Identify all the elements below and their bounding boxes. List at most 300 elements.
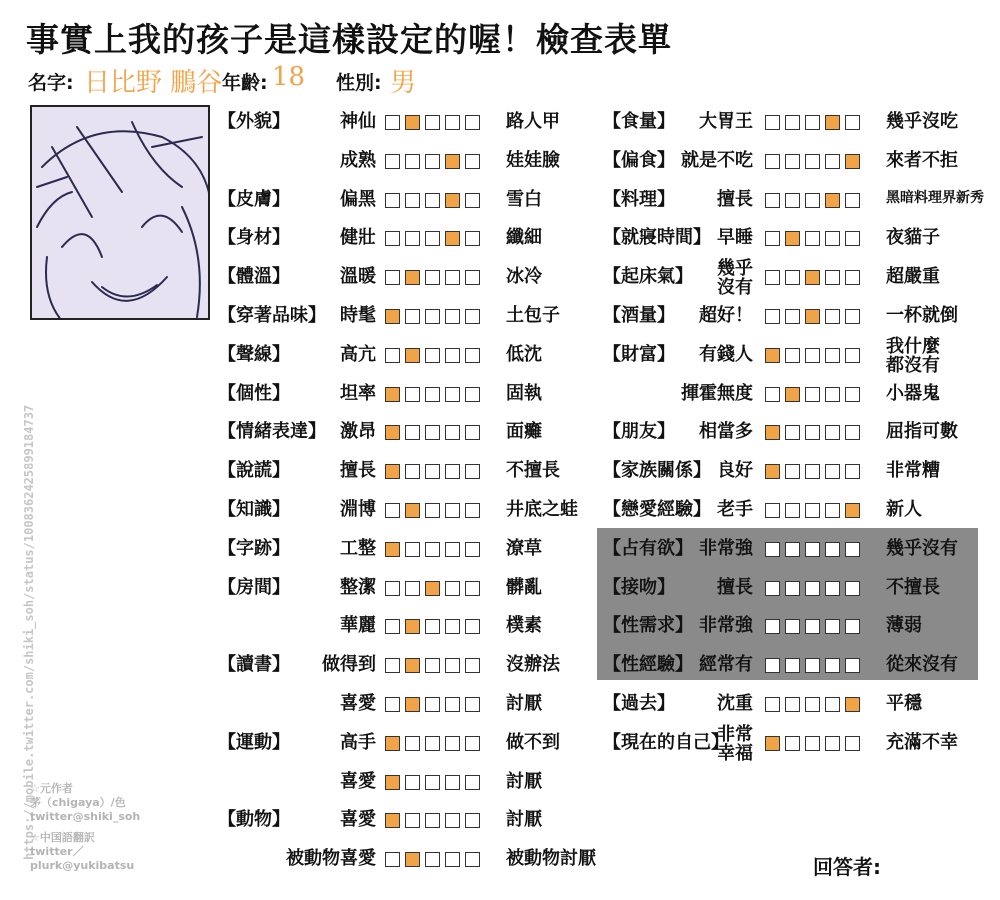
rating-scale [385,425,480,440]
rating-scale [385,775,480,790]
row-left-label: 淵博 [340,499,376,520]
checkbox-checked[interactable] [405,503,420,518]
rating-scale [765,736,860,751]
checkbox[interactable] [845,309,860,324]
checkbox[interactable] [785,464,800,479]
row-category: 【現在的自己】 [603,731,729,753]
row-right-label: 不擅長 [506,460,560,482]
checkbox[interactable] [765,309,780,324]
rating-scale [385,270,480,285]
row-category: 【皮膚】 [218,188,290,210]
checkbox[interactable] [785,619,800,634]
checkbox[interactable] [385,619,400,634]
checkbox[interactable] [805,542,820,557]
rating-scale [765,231,860,246]
row-right-label: 低沈 [506,343,542,365]
checkbox-checked[interactable] [845,697,860,712]
rating-scale [765,193,860,208]
row-right-label: 小器鬼 [886,382,940,404]
checkbox-checked[interactable] [385,736,400,751]
checkbox[interactable] [765,270,780,285]
row-category: 【動物】 [218,809,290,831]
checkbox[interactable] [385,581,400,596]
checkbox[interactable] [425,619,440,634]
checkbox[interactable] [785,542,800,557]
checkbox[interactable] [785,309,800,324]
checkbox-checked[interactable] [405,852,420,867]
checkbox[interactable] [445,775,460,790]
row-right-label: 夜貓子 [886,227,940,249]
checkbox-checked[interactable] [385,309,400,324]
checkbox[interactable] [845,619,860,634]
checkbox[interactable] [405,581,420,596]
checkbox[interactable] [385,852,400,867]
checkbox-checked[interactable] [405,658,420,673]
row-right-label: 一杯就倒 [886,305,958,326]
checkbox[interactable] [845,736,860,751]
checkbox[interactable] [425,270,440,285]
row-category: 【知識】 [218,499,290,520]
rating-scale [765,387,860,402]
checkbox[interactable] [765,697,780,712]
rating-scale [385,581,480,596]
checkbox[interactable] [445,658,460,673]
row-left-label: 沈重 [717,693,753,714]
checkbox[interactable] [465,309,480,324]
rating-scale [765,270,860,285]
row-category: 【房間】 [218,576,290,598]
checkbox[interactable] [445,270,460,285]
row-left-label: 激昂 [340,421,376,443]
checkbox[interactable] [805,231,820,246]
row-category: 【身材】 [218,227,290,249]
checkbox[interactable] [825,736,840,751]
row-right-label: 黑暗料理界新秀 [886,189,984,206]
page-title: 事實上我的孩子是這樣設定的喔！檢查表單 [26,20,672,59]
row-left-label: 喜愛 [340,809,376,831]
row-right-label: 潦草 [506,537,542,559]
checkbox[interactable] [405,775,420,790]
checkbox-checked[interactable] [385,387,400,402]
name-value: 日比野 鵬谷 [84,68,223,98]
checkbox[interactable] [825,542,840,557]
checkbox[interactable] [405,736,420,751]
row-right-label: 來者不拒 [886,149,958,171]
checkbox[interactable] [385,193,400,208]
checkbox[interactable] [425,542,440,557]
checkbox[interactable] [465,154,480,169]
checkbox[interactable] [825,231,840,246]
checkbox[interactable] [465,387,480,402]
row-left-label: 有錢人 [699,343,753,365]
row-left-label: 高亢 [340,343,376,365]
row-category: 【偏食】 [603,149,675,171]
checkbox[interactable] [425,154,440,169]
checkbox[interactable] [765,542,780,557]
checkbox[interactable] [465,115,480,130]
checkbox[interactable] [765,115,780,130]
row-category: 【酒量】 [603,305,675,326]
checkbox[interactable] [785,736,800,751]
checkbox[interactable] [445,387,460,402]
checkbox[interactable] [845,581,860,596]
checkbox[interactable] [785,581,800,596]
checkbox[interactable] [425,697,440,712]
credit-translator-plurk: plurk@yukibatsu [30,859,135,872]
rating-scale [385,697,480,712]
row-left-label: 超好！ [699,305,753,326]
checkbox-checked[interactable] [445,154,460,169]
rating-scale [765,154,860,169]
checkbox[interactable] [405,309,420,324]
checkbox[interactable] [825,425,840,440]
checkbox[interactable] [405,387,420,402]
checkbox[interactable] [445,581,460,596]
row-category: 【家族關係】 [603,460,711,482]
checkbox[interactable] [425,852,440,867]
checkbox[interactable] [805,348,820,363]
checkbox[interactable] [465,581,480,596]
checkbox[interactable] [425,309,440,324]
checkbox-checked[interactable] [445,193,460,208]
checkbox[interactable] [825,503,840,518]
row-right-label: 討厭 [506,693,542,714]
checkbox[interactable] [785,503,800,518]
checkbox[interactable] [785,154,800,169]
checkbox-checked[interactable] [765,464,780,479]
checkbox[interactable] [825,697,840,712]
row-category: 【情緒表達】 [218,421,326,443]
row-right-label: 討厭 [506,809,542,831]
checkbox[interactable] [845,425,860,440]
checkbox[interactable] [385,697,400,712]
row-category: 【穿著品味】 [218,305,326,326]
checkbox[interactable] [405,231,420,246]
rating-scale [385,658,480,673]
checkbox[interactable] [805,154,820,169]
credit-author-label: ☆元作者 [30,782,73,795]
checkbox[interactable] [845,270,860,285]
checkbox[interactable] [825,309,840,324]
checkbox-checked[interactable] [765,425,780,440]
checkbox[interactable] [845,464,860,479]
row-category: 【性需求】 [603,615,693,637]
checkbox-checked[interactable] [425,581,440,596]
checkbox[interactable] [465,813,480,828]
rating-scale [385,387,480,402]
checkbox[interactable] [385,658,400,673]
row-left-label: 高手 [340,731,376,753]
row-category: 【說謊】 [218,460,290,482]
checkbox[interactable] [465,270,480,285]
checkbox[interactable] [465,542,480,557]
checkbox-checked[interactable] [405,270,420,285]
checkbox[interactable] [385,348,400,363]
row-right-label: 屈指可數 [886,421,958,443]
gender-value: 男 [390,68,417,98]
row-left-label: 整潔 [340,576,376,598]
checkbox[interactable] [425,736,440,751]
rating-scale [385,503,480,518]
age-value: 18 [272,62,306,92]
rating-scale [385,115,480,130]
checkbox-checked[interactable] [765,736,780,751]
checkbox[interactable] [825,270,840,285]
checkbox[interactable] [405,464,420,479]
checkbox[interactable] [405,193,420,208]
row-left-label: 偏黑 [340,188,376,210]
row-left-label: 擅長 [717,576,753,598]
row-category: 【外貌】 [218,111,290,132]
checkbox[interactable] [465,852,480,867]
checkbox[interactable] [445,115,460,130]
checkbox[interactable] [445,464,460,479]
checkbox-checked[interactable] [385,542,400,557]
checkbox[interactable] [785,658,800,673]
checkbox[interactable] [465,775,480,790]
gender-label: 性別: [336,72,382,94]
checkbox[interactable] [425,425,440,440]
checkbox-checked[interactable] [845,503,860,518]
row-right-label: 纖細 [506,227,542,249]
character-portrait [30,105,210,320]
rating-scale [765,503,860,518]
row-category: 【體溫】 [218,266,290,288]
row-right-label: 不擅長 [886,576,940,598]
checkbox-checked[interactable] [765,348,780,363]
checkbox[interactable] [465,619,480,634]
checkbox[interactable] [845,542,860,557]
checkbox[interactable] [425,464,440,479]
checkbox[interactable] [385,154,400,169]
checkbox[interactable] [465,464,480,479]
checkbox[interactable] [805,115,820,130]
row-right-label: 冰冷 [506,266,542,288]
row-right-label: 討厭 [506,770,542,792]
checkbox-checked[interactable] [385,425,400,440]
checkbox[interactable] [445,425,460,440]
credit-translator-twitter: twitter／ [30,845,84,858]
name-label: 名字: [28,72,74,94]
checkbox[interactable] [805,581,820,596]
checkbox[interactable] [425,813,440,828]
checkbox[interactable] [465,193,480,208]
checkbox[interactable] [445,813,460,828]
checkbox-checked[interactable] [805,309,820,324]
checkbox[interactable] [845,115,860,130]
checkbox[interactable] [425,348,440,363]
checkbox-checked[interactable] [825,115,840,130]
rating-scale [765,348,860,363]
checkbox[interactable] [825,348,840,363]
checkbox[interactable] [765,581,780,596]
checkbox[interactable] [425,658,440,673]
checkbox[interactable] [805,736,820,751]
row-left-label: 相當多 [699,421,753,443]
row-left-label: 揮霍無度 [681,382,753,404]
checkbox[interactable] [805,503,820,518]
rating-scale [385,309,480,324]
checkbox[interactable] [405,154,420,169]
checkbox[interactable] [825,619,840,634]
checkbox-checked[interactable] [385,464,400,479]
row-right-label: 幾乎沒吃 [886,111,958,132]
row-left-label: 工整 [340,537,376,559]
checkbox[interactable] [425,231,440,246]
credit-author-name: 茅（chigaya）/色 [30,796,126,809]
checkbox[interactable] [445,736,460,751]
row-left-label: 被動物喜愛 [286,848,376,870]
checkbox[interactable] [805,387,820,402]
checkbox-checked[interactable] [405,115,420,130]
checkbox[interactable] [465,231,480,246]
checkbox[interactable] [445,697,460,712]
row-right-label: 非常糟 [886,460,940,482]
checkbox[interactable] [385,231,400,246]
checkbox[interactable] [445,309,460,324]
rating-scale [765,309,860,324]
checkbox[interactable] [425,503,440,518]
checkbox[interactable] [845,231,860,246]
checkbox[interactable] [765,231,780,246]
checkbox-checked[interactable] [385,813,400,828]
checkbox[interactable] [765,658,780,673]
checkbox[interactable] [405,813,420,828]
checkbox[interactable] [465,348,480,363]
checkbox[interactable] [465,697,480,712]
rating-scale [385,193,480,208]
row-right-label: 薄弱 [886,615,922,637]
checkbox[interactable] [805,464,820,479]
checkbox[interactable] [425,115,440,130]
checkbox[interactable] [425,387,440,402]
checkbox[interactable] [445,542,460,557]
checkbox-checked[interactable] [845,154,860,169]
checkbox[interactable] [765,503,780,518]
row-left-label: 老手 [717,499,753,520]
row-right-label: 做不到 [506,731,560,753]
checkbox[interactable] [785,193,800,208]
checkbox[interactable] [785,270,800,285]
row-right-label: 被動物討厭 [506,848,596,870]
row-left-label: 溫暖 [340,266,376,288]
checkbox[interactable] [825,154,840,169]
checkbox[interactable] [765,193,780,208]
row-right-label: 超嚴重 [886,266,940,288]
row-left-label: 良好 [717,460,753,482]
checkbox-checked[interactable] [405,697,420,712]
checkbox[interactable] [845,348,860,363]
checkbox[interactable] [785,115,800,130]
row-category: 【接吻】 [603,576,675,598]
checkbox[interactable] [385,270,400,285]
row-category: 【料理】 [603,188,675,210]
checkbox-checked[interactable] [405,619,420,634]
checkbox[interactable] [405,425,420,440]
checkbox[interactable] [445,503,460,518]
checkbox[interactable] [805,619,820,634]
row-category: 【食量】 [603,111,675,132]
row-right-label: 髒亂 [506,576,542,598]
checkbox[interactable] [765,619,780,634]
checkbox[interactable] [385,503,400,518]
rating-scale [765,581,860,596]
checkbox[interactable] [785,425,800,440]
row-left-label: 健壯 [340,227,376,249]
checkbox[interactable] [445,348,460,363]
row-category: 【性經驗】 [603,654,693,676]
row-left-label: 擅長 [717,188,753,210]
checkbox[interactable] [785,348,800,363]
rating-scale [385,231,480,246]
row-right-label: 沒辦法 [506,654,560,676]
rating-scale [385,852,480,867]
rating-scale [385,813,480,828]
rating-scale [385,154,480,169]
checkbox[interactable] [445,619,460,634]
checkbox[interactable] [465,658,480,673]
rating-scale [385,542,480,557]
row-left-label: 神仙 [340,111,376,132]
checkbox[interactable] [765,387,780,402]
checkbox[interactable] [825,464,840,479]
checkbox[interactable] [825,658,840,673]
checkbox[interactable] [465,425,480,440]
rating-scale [765,542,860,557]
row-left-label: 大胃王 [699,111,753,132]
row-left-label: 時髦 [340,305,376,326]
checkbox[interactable] [465,736,480,751]
checkbox[interactable] [765,154,780,169]
checkbox[interactable] [425,775,440,790]
checkbox-checked[interactable] [785,387,800,402]
checkbox[interactable] [845,193,860,208]
row-right-label: 井底之蛙 [506,499,578,520]
checkbox[interactable] [805,193,820,208]
checkbox[interactable] [845,658,860,673]
row-left-label: 華麗 [340,615,376,637]
row-right-label: 土包子 [506,305,560,326]
checkbox[interactable] [425,193,440,208]
checkbox[interactable] [805,658,820,673]
checkbox-checked[interactable] [825,193,840,208]
checkbox-checked[interactable] [805,270,820,285]
checkbox[interactable] [445,852,460,867]
row-category: 【占有欲】 [603,537,693,559]
row-right-label: 樸素 [506,615,542,637]
checkbox-checked[interactable] [385,775,400,790]
checkbox[interactable] [405,542,420,557]
checkbox[interactable] [805,697,820,712]
row-category: 【字跡】 [218,537,290,559]
row-category: 【個性】 [218,382,290,404]
checkbox[interactable] [785,697,800,712]
checkbox[interactable] [465,503,480,518]
row-right-label: 我什麼 都沒有 [886,335,940,376]
row-category: 【過去】 [603,693,675,714]
checkbox-checked[interactable] [445,231,460,246]
row-right-label: 面癱 [506,421,542,443]
checkbox[interactable] [845,387,860,402]
row-right-label: 充滿不幸 [886,731,958,753]
checkbox-checked[interactable] [785,231,800,246]
rating-scale [385,348,480,363]
checkbox[interactable] [385,115,400,130]
checkbox[interactable] [825,387,840,402]
checkbox[interactable] [805,425,820,440]
checkbox[interactable] [825,581,840,596]
checkbox-checked[interactable] [405,348,420,363]
